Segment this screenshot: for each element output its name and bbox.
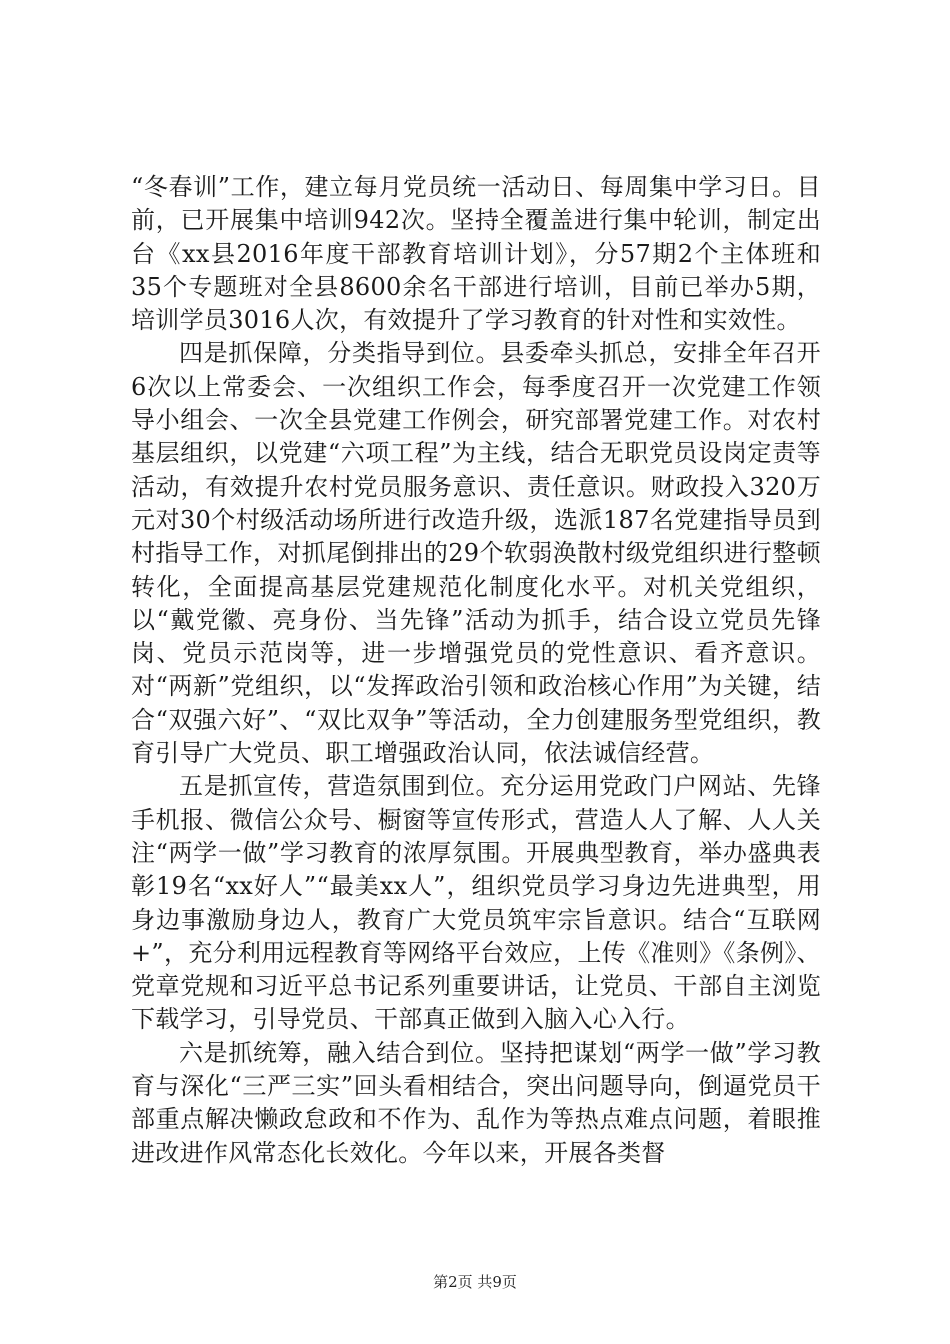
paragraph-2: 四是抓保障，分类指导到位。县委牵头抓总，安排全年召开6次以上常委会、一次组织工作会，每季度召开一次党建工作领导小组会、一次全县党建工作例会，研究部署党建工作。对农村基层组织，以党建“六项工程”为主线，结合无职党员设岗定责等活动，有效提升农村党员服务意识、责任意识。财政投入320万元对30个村级活动场所进行改造升级，选派187名党建指导员到村指导工作，对抓尾倒排出的29个软弱涣散村级党组织进行整顿转化，全面提高基层党建规范化制度化水平。对机关党组织，以“戴党徽、亮身份、当先锋”活动为抓手，结合设立党员先锋岗、党员示范岗等，进一步增强党员的党性意识、看齐意识。对“两新”党组织，以“发挥政治引领和政治核心作用”为关键，结合“双强六好”、“双比双争”等活动，全力创建服务型党组织，教育引导广大党员、职工增强政治认同，依法诚信经营。 — [131, 339, 821, 768]
paragraph-4: 六是抓统筹，融入结合到位。坚持把谋划“两学一做”学习教育与深化“三严三实”回头看相结合，突出问题导向，倒逼党员干部重点解决懒政怠政和不作为、乱作为等热点难点问题，着眼推进改进作风常态化长效化。今年以来，开展各类督 — [131, 1038, 821, 1167]
page-footer: 第2页 共9页 — [433, 1273, 517, 1291]
paragraph-3: 五是抓宣传，营造氛围到位。充分运用党政门户网站、先锋手机报、微信公众号、橱窗等宣传形式，营造人人了解、人人关注“两学一做”学习教育的浓厚氛围。开展典型教育，举办盛典表彰19名“xx好人”“最美xx人”，组织党员学习身边先进典型，用身边事激励身边人，教育广大党员筑牢宗旨意识。结合“互联网+”，充分利用远程教育等网络平台效应，上传《准则》《条例》、党章党规和习近平总书记系列重要讲话，让党员、干部自主浏览下载学习，引导党员、干部真正做到入脑入心入行。 — [131, 772, 821, 1034]
paragraph-1: “冬春训”工作，建立每月党员统一活动日、每周集中学习日。目前，已开展集中培训942次。坚持全覆盖进行集中轮训，制定出台《xx县2016年度干部教育培训计划》，分57期2个主体班和35个专题班对全县8600余名干部进行培训，目前已举办5期，培训学员3016人次，有效提升了学习教育的针对性和实效性。 — [131, 173, 821, 335]
document-body — [131, 171, 821, 1170]
